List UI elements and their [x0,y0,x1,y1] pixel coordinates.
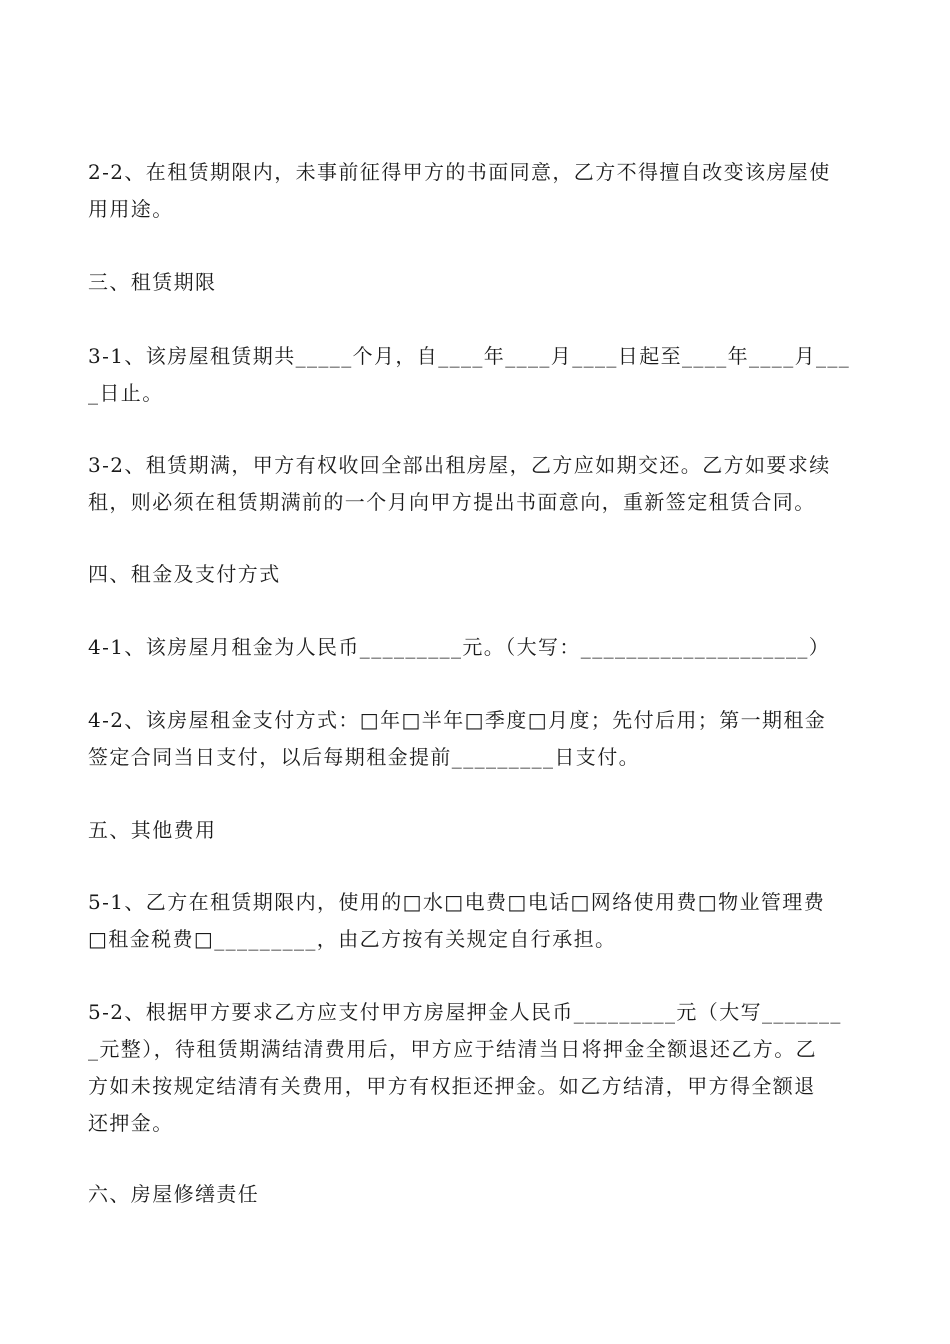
clause-5-1-line-1: 5-1、乙方在租赁期限内，使用的□水□电费□电话□网络使用费□物业管理费 [88,890,826,914]
section-3-heading-text: 三、租赁期限 [88,270,217,294]
clause-3-1 [88,338,864,412]
clause-3-1-line-1: 3-1、该房屋租赁期共_____个月，自____年____月____日起至____年____月___ [88,344,851,368]
section-6-heading-text: 六、房屋修缮责任 [88,1182,260,1206]
clause-5-2-line-3: 方如未按规定结清有关费用，甲方有权拒还押金。如乙方结清，甲方得全额退 [88,1074,816,1098]
clause-5-2-line-1: 5-2、根据甲方要求乙方应支付甲方房屋押金人民币_________元（大写_______ [88,1000,842,1024]
section-4-heading [88,556,864,593]
clause-4-2-line-2: 签定合同当日支付，以后每期租金提前_________日支付。 [88,745,640,769]
clause-5-2 [88,994,864,1142]
clause-5-2-line-4: 还押金。 [88,1111,174,1135]
clause-2-2-line-2: 用用途。 [88,197,174,221]
clause-4-2-line-1: 4-2、该房屋租金支付方式：□年□半年□季度□月度；先付后用；第一期租金 [88,708,827,732]
clause-3-2-line-2: 租，则必须在租赁期满前的一个月向甲方提出书面意向，重新签定租赁合同。 [88,490,816,514]
clause-5-1-line-2: □租金税费□_________，由乙方按有关规定自行承担。 [88,927,617,951]
clause-4-1-line-1: 4-1、该房屋月租金为人民币_________元。（大写：____________________） [88,635,831,659]
clause-5-1 [88,884,864,958]
clause-3-2 [88,447,864,521]
section-6-heading [88,1176,864,1213]
clause-5-2-line-2: _元整），待租赁期满结清费用后，甲方应于结清当日将押金全额退还乙方。乙 [88,1037,817,1061]
section-4-heading-text: 四、租金及支付方式 [88,562,281,586]
clause-4-1 [88,629,864,666]
clause-3-2-line-1: 3-2、租赁期满，甲方有权收回全部出租房屋，乙方应如期交还。乙方如要求续 [88,453,831,477]
clause-4-2 [88,702,864,776]
clause-3-1-line-2: _日止。 [88,381,164,405]
clause-2-2-line-1: 2-2、在租赁期限内，未事前征得甲方的书面同意，乙方不得擅自改变该房屋使 [88,160,831,184]
section-5-heading-text: 五、其他费用 [88,818,217,842]
section-3-heading [88,264,864,301]
section-5-heading [88,812,864,849]
clause-2-2 [88,154,864,228]
